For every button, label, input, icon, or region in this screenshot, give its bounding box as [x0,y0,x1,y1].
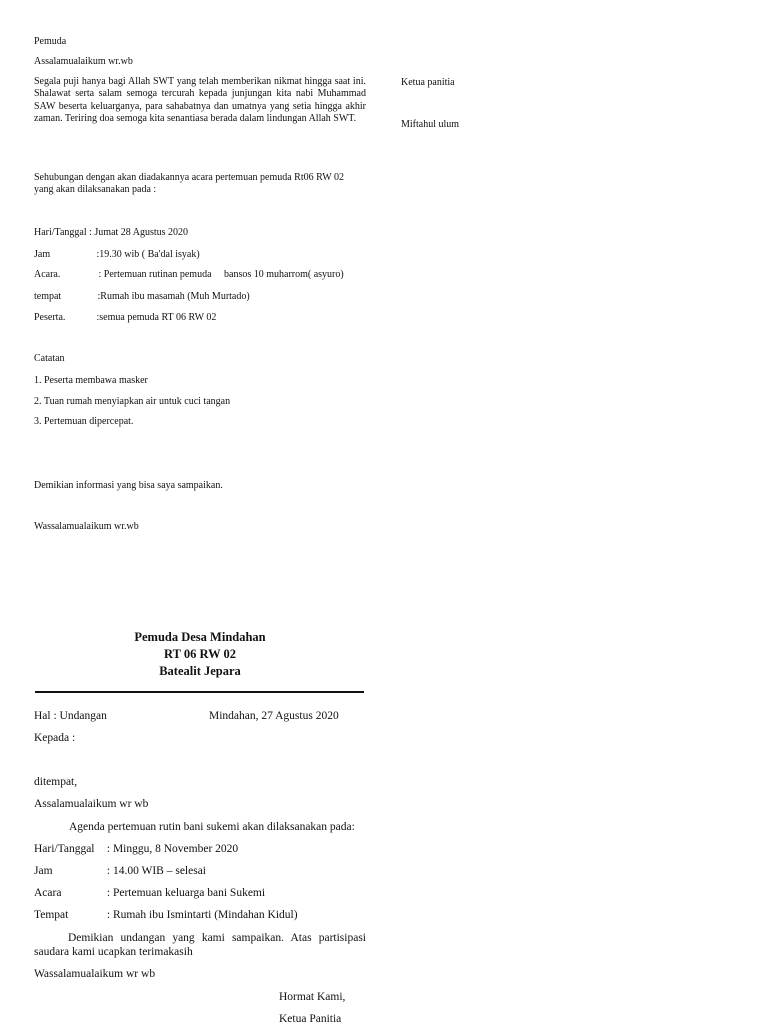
agenda-line: Agenda pertemuan rutin bani sukemi akan dilaksanakan pada: [69,821,355,833]
top-detail-row [34,227,188,239]
detail-key: Tempat [34,909,69,921]
detail-key: Jam [34,865,53,877]
org-location: Batealit Jepara [159,664,241,678]
bottom-closing: Wassalamualaikum wr wb [34,968,156,980]
note-item: 3. Pertemuan dipercepat. [34,416,134,427]
bottom-greeting: Assalamualaikum wr wb [34,798,149,810]
recipient-label: Kepada : [34,732,76,744]
catatan-heading: Catatan [34,353,65,364]
ditempat: ditempat, [34,776,78,788]
top-demikian: Demikian informasi yang bisa saya sampaikan. [34,480,223,491]
note-item: 1. Peserta membawa masker [34,375,148,386]
letter-date: Mindahan, 27 Agustus 2020 [209,710,339,722]
hormat-kami: Hormat Kami, [279,991,346,1003]
bottom-detail-row [34,908,298,922]
bottom-detail-row [34,842,238,856]
top-intro-paragraph: Segala puji hanya bagi Allah SWT yang telah memberikan nikmat hingga saat ini. Shalawat serta salam semoga tercurah kepada junjungan kita nabi Muhammad SAW beserta keluarganya, para sahabatnya dan umatnya yang setia hingga akhir zaman. Teriring doa semoga kita senantiasa berada dalam lindungan Allah SWT. [34,76,366,124]
detail-value: : Rumah ibu Ismintarti (Mindahan Kidul) [106,909,298,921]
top-detail-row [34,249,200,261]
detail-key: Hari/Tanggal [34,843,95,855]
top-detail-row [34,291,250,303]
top-opening-pemuda: Pemuda [34,36,67,47]
detail-value: : Pertemuan rutinan pemuda bansos 10 muharrom( asyuro) [98,269,344,280]
org-rt-rw: RT 06 RW 02 [164,647,236,661]
bottom-detail-row [34,886,265,900]
ketua-panitia-name: Miftahul ulum [401,119,460,130]
org-name: Pemuda Desa Mindahan [134,630,266,644]
detail-value: :Rumah ibu masamah (Muh Murtado) [97,291,250,302]
detail-value: : Pertemuan keluarga bani Sukemi [106,887,266,899]
detail-key: Acara [34,887,62,899]
bottom-detail-row [34,864,206,878]
detail-key: Acara. [34,269,61,280]
detail-key: tempat [34,291,62,302]
bottom-demikian-paragraph: Demikian undangan yang kami sampaikan. Atas partisipasi saudara kami ucapkan terimakasih [34,932,366,958]
top-detail-row [34,269,344,281]
subject-line: Hal : Undangan [34,710,107,722]
detail-value: :semua pemuda RT 06 RW 02 [96,312,217,323]
top-greeting: Assalamualaikum wr.wb [34,56,133,67]
detail-key: Peserta. [34,312,66,323]
top-sehubungan-line2: yang akan dilaksanakan pada : [34,184,157,195]
detail-value: : Minggu, 8 November 2020 [106,843,239,855]
detail-value: : 14.00 WIB – selesai [106,865,206,877]
top-closing: Wassalamualaikum wr.wb [34,521,139,532]
top-detail-row [34,312,216,324]
note-item: 2. Tuan rumah menyiapkan air untuk cuci tangan [34,396,231,407]
ketua-panitia-label: Ketua panitia [401,77,455,88]
header-divider [35,691,364,693]
detail-value: :19.30 wib ( Ba'dal isyak) [96,249,200,260]
top-sehubungan-line1: Sehubungan dengan akan diadakannya acara pertemuan pemuda Rt06 RW 02 [34,172,344,183]
ketua-panitia-signoff: Ketua Panitia [279,1013,342,1025]
detail-key: Hari/Tanggal [34,227,87,238]
detail-value: : Jumat 28 Agustus 2020 [89,227,189,238]
detail-key: Jam [34,249,51,260]
